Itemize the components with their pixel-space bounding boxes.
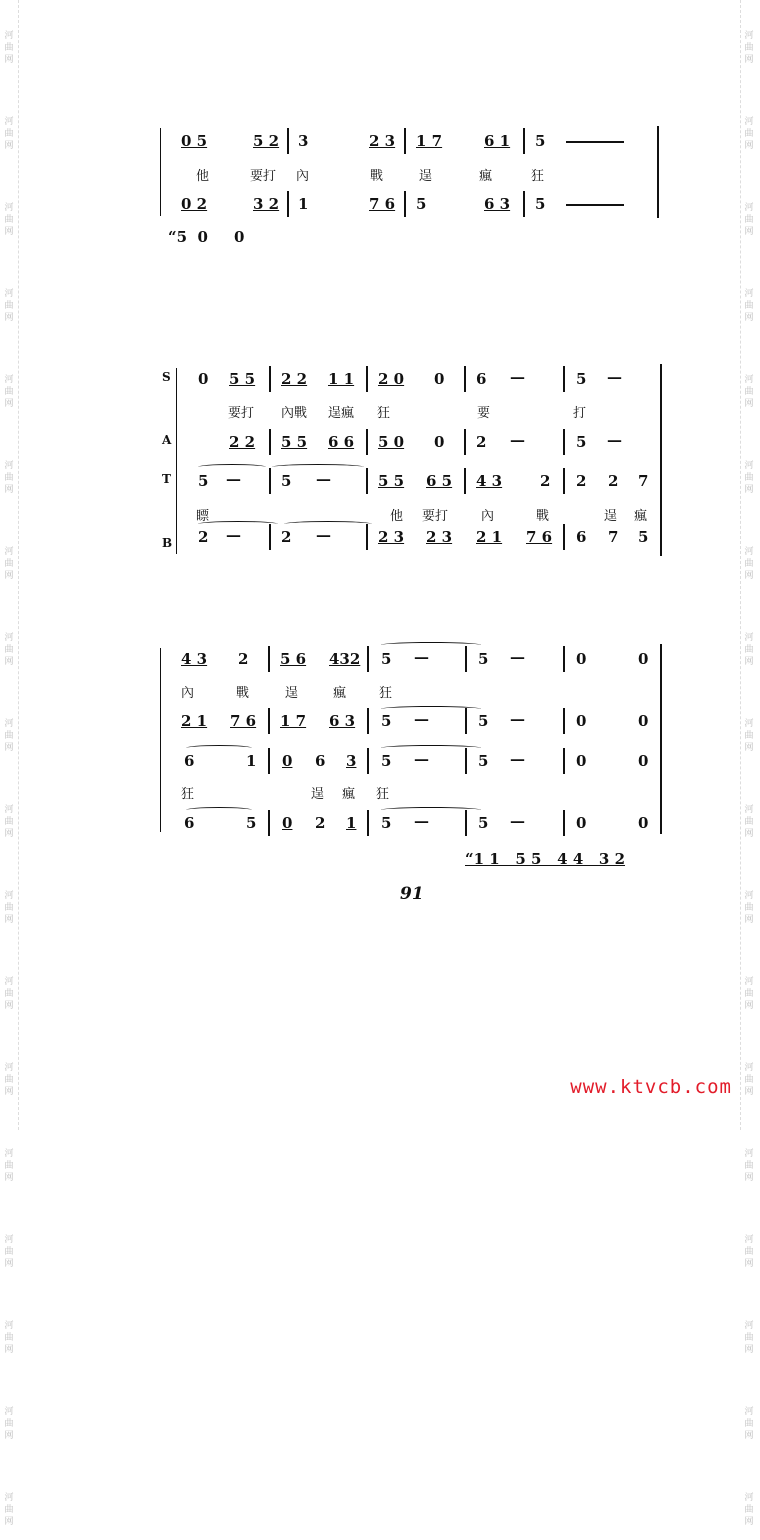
side-mark: 河 曲 网 [744, 719, 754, 753]
note: 2 3 [378, 528, 405, 546]
dash: — [414, 710, 429, 728]
note: 3 [346, 752, 357, 770]
cue-line: “5 0 0 [168, 228, 245, 246]
extension-dash [566, 204, 624, 206]
lyric: 內 [181, 686, 195, 701]
note: 3 [298, 132, 309, 150]
dash: — [510, 750, 525, 768]
lyric: 逞 [604, 509, 618, 524]
side-mark: 河 曲 网 [744, 117, 754, 151]
note: 2 [315, 814, 326, 832]
lyric: 狂 [377, 406, 391, 421]
dash: — [510, 710, 525, 728]
tie [186, 807, 252, 813]
note: 0 [198, 370, 209, 388]
barline [366, 366, 368, 392]
voice-label-t: T [162, 472, 171, 486]
lyric: 內 [481, 509, 495, 524]
barline [563, 468, 565, 494]
barline [367, 810, 369, 836]
cue-line: “1 1 5 5 4 4 3 2 [465, 850, 626, 868]
system-end-barline [660, 364, 662, 556]
dash: — [414, 750, 429, 768]
dash: — [510, 812, 525, 830]
barline [269, 366, 271, 392]
side-mark: 河 曲 网 [744, 977, 754, 1011]
lyric: 狂 [181, 787, 195, 802]
note: 0 [282, 752, 293, 770]
side-watermark-left [2, 0, 16, 1540]
side-mark: 河 曲 网 [4, 1235, 14, 1269]
extension-dash [566, 141, 624, 143]
dash: — [510, 648, 525, 666]
note: 5 [416, 195, 427, 213]
note: 2 0 [378, 370, 405, 388]
note: 0 [638, 752, 649, 770]
note: 0 [576, 712, 587, 730]
side-mark: 河 曲 网 [4, 633, 14, 667]
lyric: 要 [477, 406, 491, 421]
side-mark: 河 曲 网 [4, 289, 14, 323]
note: 6 [184, 814, 195, 832]
voice-label-a: A [162, 433, 172, 447]
side-mark: 河 曲 网 [744, 891, 754, 925]
note: 5 [535, 195, 546, 213]
note: 5 [381, 814, 392, 832]
side-mark: 河 曲 网 [744, 1321, 754, 1355]
lyric: 狂 [531, 169, 545, 184]
barline [366, 524, 368, 550]
barline [464, 429, 466, 455]
note: 0 [434, 370, 445, 388]
note: 5 [381, 650, 392, 668]
system-brace [176, 368, 187, 554]
note: 0 5 [181, 132, 208, 150]
barline [563, 810, 565, 836]
lyric: 戰 [370, 169, 384, 184]
margin-line-right [740, 0, 741, 1130]
note: 4 3 [476, 472, 503, 490]
note: 6 6 [328, 433, 355, 451]
lyric: 瘋 [342, 787, 356, 802]
side-mark: 河 曲 网 [744, 805, 754, 839]
note: 2 [476, 433, 487, 451]
barline [269, 429, 271, 455]
note: 6 [184, 752, 195, 770]
dash: — [316, 470, 331, 488]
note: 2 [540, 472, 551, 490]
note: 2 1 [181, 712, 208, 730]
lyric: 逞 [311, 787, 325, 802]
lyric: 內 [296, 169, 310, 184]
note: 6 [576, 528, 587, 546]
lyric: 逞瘋 [328, 406, 355, 421]
note: 2 [198, 528, 209, 546]
barline [268, 810, 270, 836]
note: 0 [434, 433, 445, 451]
barline [465, 748, 467, 774]
barline [404, 191, 406, 217]
voice-label-s: S [162, 370, 171, 384]
system-end-barline [657, 126, 659, 218]
lyric: 狂 [376, 787, 390, 802]
note: 5 6 [280, 650, 307, 668]
note: 5 5 [378, 472, 405, 490]
note: 0 [576, 650, 587, 668]
side-mark: 河 曲 网 [4, 547, 14, 581]
barline [366, 429, 368, 455]
barline [268, 646, 270, 672]
side-mark: 河 曲 网 [744, 633, 754, 667]
barline [465, 708, 467, 734]
barline [464, 468, 466, 494]
dash: — [607, 368, 622, 386]
note: 0 [638, 814, 649, 832]
side-mark: 河 曲 网 [744, 1063, 754, 1097]
side-mark: 河 曲 网 [4, 805, 14, 839]
lyric: 戰 [236, 686, 250, 701]
note: 5 [478, 712, 489, 730]
note: 5 [281, 472, 292, 490]
lyric: 瞟 [196, 509, 210, 524]
barline [367, 748, 369, 774]
lyric: 他 [390, 509, 404, 524]
dash: — [510, 368, 525, 386]
note: 2 1 [476, 528, 503, 546]
note: 6 1 [484, 132, 511, 150]
note: 7 [608, 528, 619, 546]
barline [287, 191, 289, 217]
dash: — [414, 812, 429, 830]
side-mark: 河 曲 网 [4, 1321, 14, 1355]
note: 5 2 [253, 132, 280, 150]
side-mark: 河 曲 网 [744, 203, 754, 237]
side-mark: 河 曲 网 [744, 1407, 754, 1441]
barline [269, 468, 271, 494]
side-mark: 河 曲 网 [4, 461, 14, 495]
note: 7 6 [526, 528, 553, 546]
barline [366, 468, 368, 494]
barline [523, 128, 525, 154]
side-mark: 河 曲 网 [4, 1407, 14, 1441]
margin-line-left [18, 0, 19, 1130]
note: 6 3 [484, 195, 511, 213]
note: 5 [246, 814, 257, 832]
lyric: 狂 [379, 686, 393, 701]
note: 5 [381, 752, 392, 770]
barline [563, 646, 565, 672]
side-mark: 河 曲 网 [4, 1493, 14, 1527]
lyric: 要打 [250, 169, 277, 184]
side-mark: 河 曲 网 [4, 1149, 14, 1183]
note: 1 [298, 195, 309, 213]
barline [563, 524, 565, 550]
page-number: 91 [400, 884, 424, 904]
note: 5 [478, 814, 489, 832]
note: 4 3 [181, 650, 208, 668]
note: 2 [576, 472, 587, 490]
lyric: 打 [573, 406, 587, 421]
dash: — [414, 648, 429, 666]
side-mark: 河 曲 网 [4, 719, 14, 753]
note: 7 6 [369, 195, 396, 213]
side-mark: 河 曲 网 [744, 547, 754, 581]
note: 2 2 [281, 370, 308, 388]
barline [367, 646, 369, 672]
side-mark: 河 曲 网 [4, 977, 14, 1011]
barline [563, 429, 565, 455]
dash: — [316, 526, 331, 544]
barline [268, 708, 270, 734]
barline [563, 366, 565, 392]
note: 2 3 [426, 528, 453, 546]
system-end-barline [660, 644, 662, 834]
barline [268, 748, 270, 774]
system-brace [160, 128, 173, 216]
side-mark: 河 曲 网 [4, 891, 14, 925]
voice-label-b: B [162, 536, 173, 550]
barline [465, 646, 467, 672]
side-mark: 河 曲 网 [4, 375, 14, 409]
note: 0 [638, 650, 649, 668]
note: 6 3 [329, 712, 356, 730]
note: 2 2 [229, 433, 256, 451]
lyric: 戰 [536, 509, 550, 524]
note: 6 [476, 370, 487, 388]
note: 432 [329, 650, 361, 668]
side-mark: 河 曲 网 [4, 117, 14, 151]
note: 1 7 [416, 132, 443, 150]
note: 5 [478, 650, 489, 668]
lyric: 他 [196, 169, 210, 184]
side-mark: 河 曲 网 [744, 31, 754, 65]
barline [464, 366, 466, 392]
note: 0 [282, 814, 293, 832]
note: 6 [315, 752, 326, 770]
barline [367, 708, 369, 734]
barline [523, 191, 525, 217]
note: 5 5 [229, 370, 256, 388]
note: 7 6 [230, 712, 257, 730]
note: 0 [576, 814, 587, 832]
side-mark: 河 曲 网 [4, 203, 14, 237]
barline [404, 128, 406, 154]
lyric: 瘋 [634, 509, 648, 524]
side-mark: 河 曲 网 [744, 1149, 754, 1183]
dash: — [226, 526, 241, 544]
tie [186, 745, 252, 751]
lyric: 逞 [419, 169, 433, 184]
note: 0 2 [181, 195, 208, 213]
side-mark: 河 曲 网 [744, 375, 754, 409]
barline [269, 524, 271, 550]
lyric: 逞 [285, 686, 299, 701]
note: 2 [281, 528, 292, 546]
note: 2 [238, 650, 249, 668]
lyric: 要打 [228, 406, 255, 421]
note: 5 [198, 472, 209, 490]
note: 1 [246, 752, 257, 770]
barline [563, 748, 565, 774]
note: 0 [576, 752, 587, 770]
side-mark: 河 曲 网 [744, 289, 754, 323]
note: 7 [638, 472, 649, 490]
side-mark: 河 曲 网 [4, 1063, 14, 1097]
note: 3 2 [253, 195, 280, 213]
dash: — [510, 431, 525, 449]
note: 5 [381, 712, 392, 730]
dash: — [226, 470, 241, 488]
note: 1 [346, 814, 357, 832]
side-watermark-right [742, 0, 756, 1540]
side-mark: 河 曲 网 [744, 1235, 754, 1269]
note: 5 0 [378, 433, 405, 451]
site-watermark: www.ktvcb.com [570, 1076, 732, 1098]
note: 0 [638, 712, 649, 730]
barline [287, 128, 289, 154]
note: 6 5 [426, 472, 453, 490]
note: 2 [608, 472, 619, 490]
note: 5 [638, 528, 649, 546]
barline [465, 810, 467, 836]
lyric: 要打 [422, 509, 449, 524]
note: 5 [478, 752, 489, 770]
note: 5 [576, 370, 587, 388]
side-mark: 河 曲 网 [744, 461, 754, 495]
side-mark: 河 曲 网 [744, 1493, 754, 1527]
note: 2 3 [369, 132, 396, 150]
system-brace [160, 648, 173, 832]
note: 1 7 [280, 712, 307, 730]
lyric: 瘋 [479, 169, 493, 184]
note: 5 5 [281, 433, 308, 451]
lyric: 內戰 [281, 406, 308, 421]
note: 5 [576, 433, 587, 451]
barline [563, 708, 565, 734]
note: 5 [535, 132, 546, 150]
note: 1 1 [328, 370, 355, 388]
lyric: 瘋 [333, 686, 347, 701]
dash: — [607, 431, 622, 449]
side-mark: 河 曲 网 [4, 31, 14, 65]
